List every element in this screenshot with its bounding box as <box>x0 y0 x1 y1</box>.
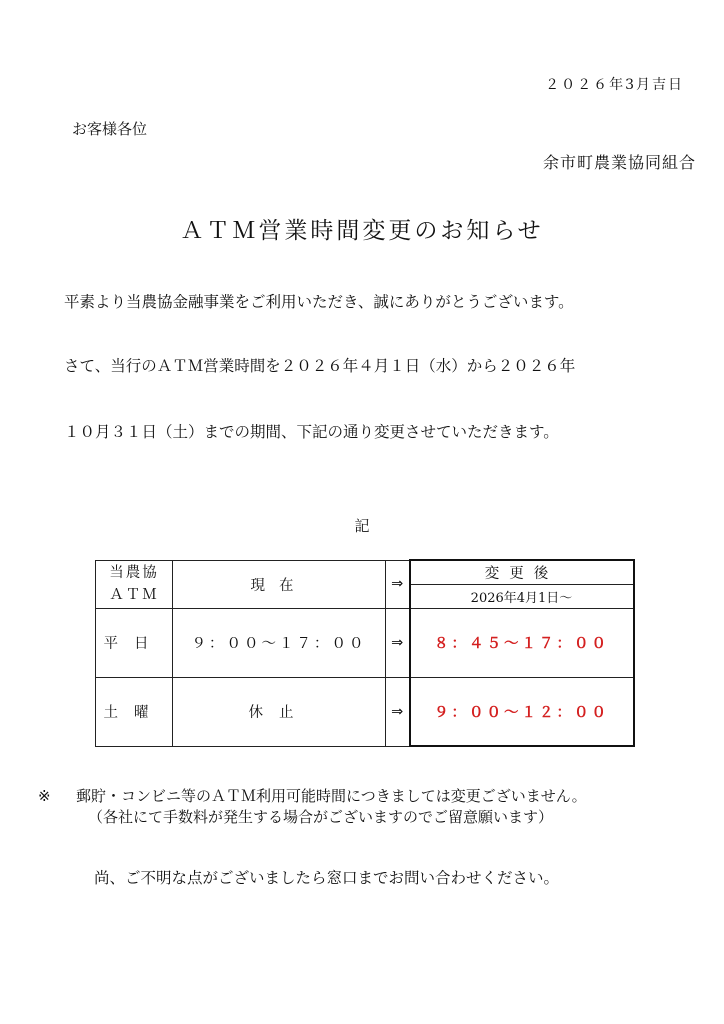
row-after-weekday: ８：４５～１７：００ <box>410 608 634 677</box>
change-period-line-1: さて、当行のＡＴＭ営業時間を２０２６年４月１日（水）から２０２６年 <box>64 357 576 375</box>
atm-hours-table <box>95 559 635 747</box>
note-text-1: 郵貯・コンビニ等のＡＴＭ利用可能時間につきましては変更ございません。 <box>76 787 587 805</box>
header-atm-line2: ＡＴＭ <box>109 587 159 603</box>
note-mark: ※ <box>38 787 51 805</box>
header-current: 現在 <box>173 560 386 608</box>
table-row <box>96 677 634 746</box>
closing-text: 尚、ご不明な点がございましたら窓口までお問い合わせください。 <box>94 869 560 887</box>
note-line-1 <box>38 785 587 806</box>
row-after-saturday: ９：００～１２：００ <box>410 677 634 746</box>
header-arrow: ⇒ <box>386 560 410 608</box>
table-row <box>96 608 634 677</box>
sender-organization: 余市町農業協同組合 <box>542 153 696 172</box>
row-current-saturday: 休止 <box>173 677 386 746</box>
ki-heading: 記 <box>354 517 370 535</box>
row-label-saturday: 土曜 <box>96 677 173 746</box>
recipient: お客様各位 <box>72 120 148 138</box>
header-after: 変更後 <box>410 560 634 584</box>
table-header-row <box>96 560 634 584</box>
notice-title: ＡＴＭ営業時間変更のお知らせ <box>180 218 544 244</box>
row-arrow-weekday: ⇒ <box>386 608 410 677</box>
row-arrow-saturday: ⇒ <box>386 677 410 746</box>
note-line-2: （各社にて手数料が発生する場合がございますのでご留意願います） <box>88 808 554 826</box>
greeting-paragraph: 平素より当農協金融事業をご利用いただき、誠にありがとうございます。 <box>64 293 574 311</box>
header-after-date: 2026年4月1日～ <box>410 584 634 608</box>
row-current-weekday: ９：００～１７：００ <box>173 608 386 677</box>
header-atm-cell <box>96 560 173 608</box>
header-atm-line1: 当農協 <box>109 565 159 581</box>
row-label-weekday: 平日 <box>96 608 173 677</box>
change-period-line-2: １０月３１日（土）までの期間、下記の通り変更させていただきます。 <box>64 423 559 441</box>
notice-date: ２０２６年3月吉日 <box>545 77 684 93</box>
